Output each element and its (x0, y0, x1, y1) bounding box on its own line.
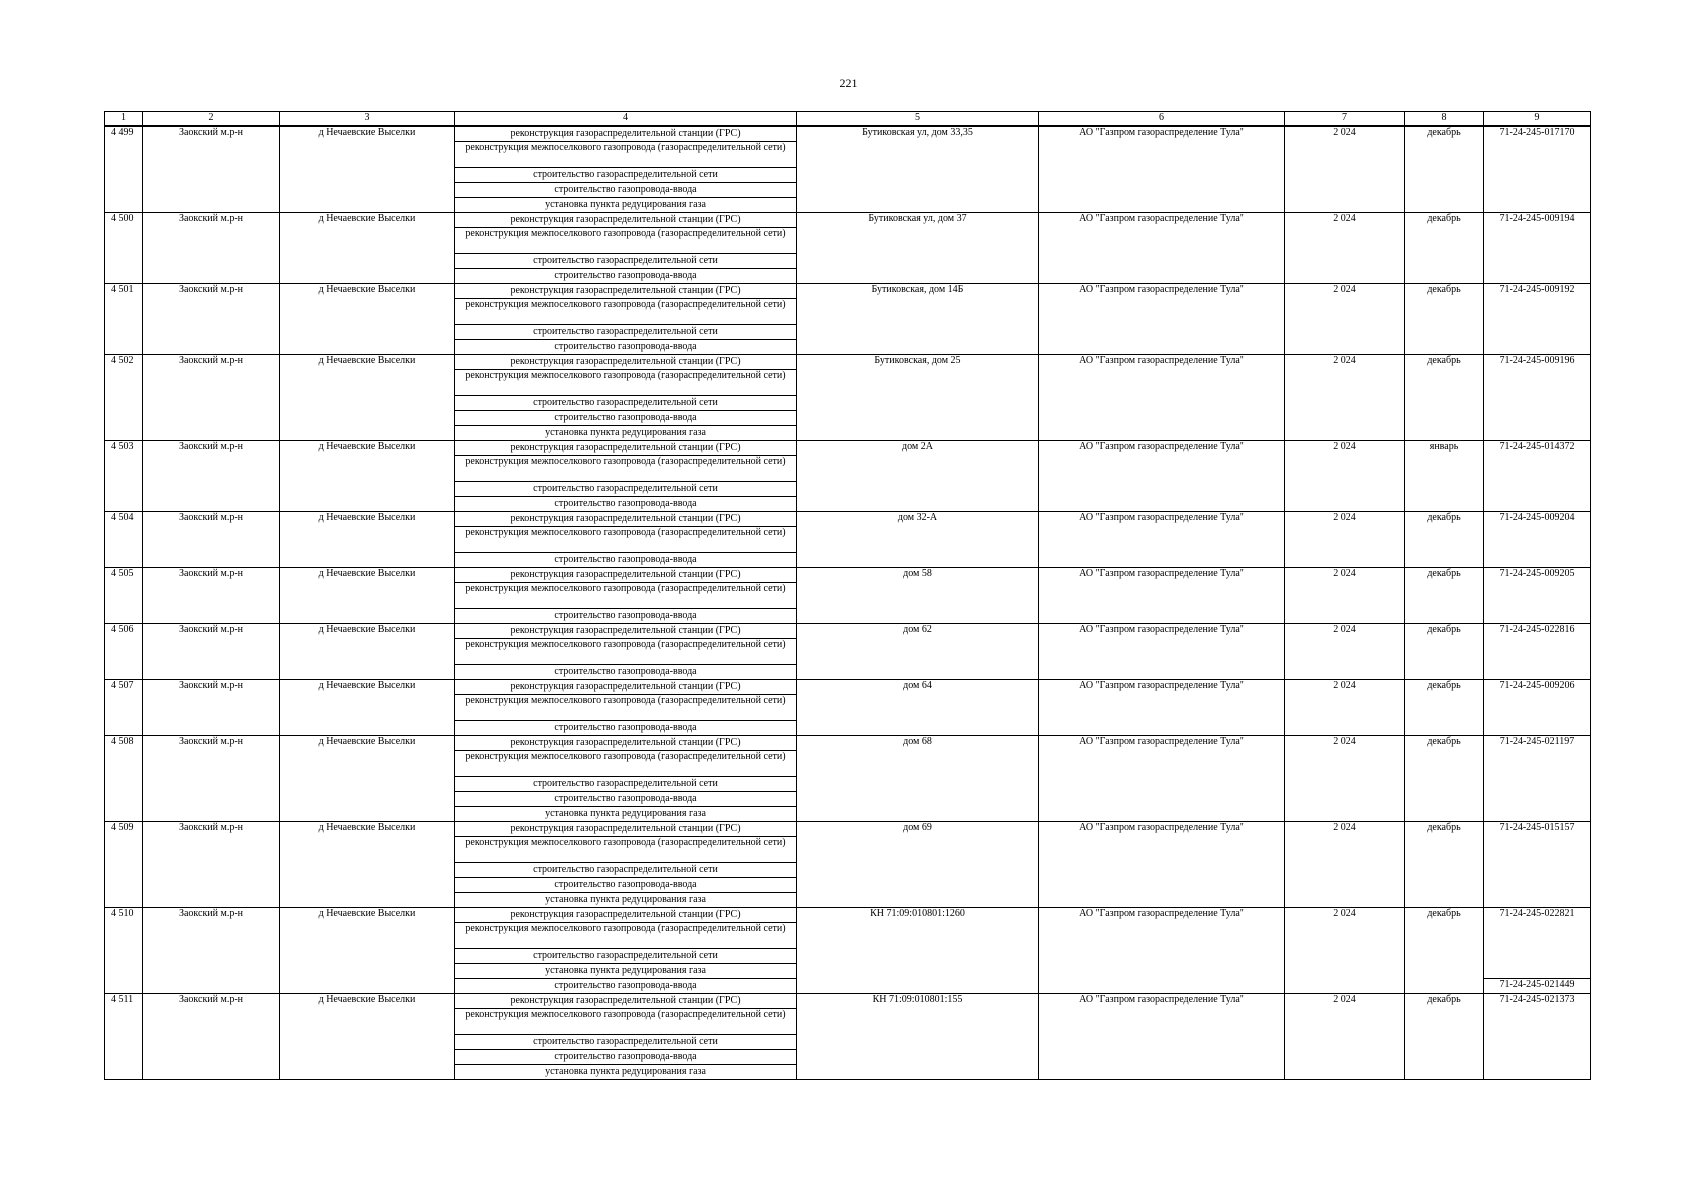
register-table (104, 111, 1591, 1080)
organization-cell: АО "Газпром газораспределение Тула" (1039, 126, 1285, 213)
month-cell: декабрь (1405, 680, 1484, 736)
column-header: 2 (143, 112, 280, 127)
organization-cell: АО "Газпром газораспределение Тула" (1039, 568, 1285, 624)
locality-cell: д Нечаевские Выселки (280, 213, 455, 284)
column-number-row (105, 112, 1591, 127)
record-number: 4 499 (105, 126, 143, 213)
page-number: 221 (839, 76, 858, 90)
record-number: 4 508 (105, 736, 143, 822)
locality-cell: д Нечаевские Выселки (280, 994, 455, 1080)
work-item: реконструкция межпоселкового газопровода (газораспределительной сети) (455, 751, 797, 777)
year-cell: 2 024 (1285, 441, 1405, 512)
work-item: строительство газопровода-ввода (455, 721, 797, 736)
work-item: реконструкция газораспределительной станции (ГРС) (455, 624, 797, 639)
record-number: 4 505 (105, 568, 143, 624)
table-row (105, 680, 1591, 695)
work-item: реконструкция газораспределительной станции (ГРС) (455, 213, 797, 228)
locality-cell: д Нечаевские Выселки (280, 680, 455, 736)
organization-cell: АО "Газпром газораспределение Тула" (1039, 213, 1285, 284)
table-row (105, 624, 1591, 639)
organization-cell: АО "Газпром газораспределение Тула" (1039, 512, 1285, 568)
record-number: 4 511 (105, 994, 143, 1080)
work-item: реконструкция межпоселкового газопровода (газораспределительной сети) (455, 639, 797, 665)
work-item: реконструкция газораспределительной станции (ГРС) (455, 568, 797, 583)
table-row (105, 441, 1591, 456)
work-item: реконструкция газораспределительной станции (ГРС) (455, 512, 797, 527)
table-row (105, 126, 1591, 142)
work-item: строительство газораспределительной сети (455, 325, 797, 340)
request-id-cell: 71-24-245-009192 (1484, 284, 1591, 355)
request-id-cell: 71-24-245-009206 (1484, 680, 1591, 736)
organization-cell: АО "Газпром газораспределение Тула" (1039, 908, 1285, 994)
district-cell: Заокский м.р-н (143, 736, 280, 822)
work-item: строительство газораспределительной сети (455, 949, 797, 964)
year-cell: 2 024 (1285, 680, 1405, 736)
record-number: 4 507 (105, 680, 143, 736)
organization-cell: АО "Газпром газораспределение Тула" (1039, 284, 1285, 355)
work-item: строительство газораспределительной сети (455, 777, 797, 792)
address-cell: дом 69 (797, 822, 1039, 908)
work-item: реконструкция межпоселкового газопровода (газораспределительной сети) (455, 299, 797, 325)
column-header: 1 (105, 112, 143, 127)
work-item: реконструкция газораспределительной станции (ГРС) (455, 126, 797, 142)
record-number: 4 509 (105, 822, 143, 908)
work-item: строительство газораспределительной сети (455, 863, 797, 878)
address-cell: дом 64 (797, 680, 1039, 736)
district-cell: Заокский м.р-н (143, 994, 280, 1080)
work-item: строительство газораспределительной сети (455, 482, 797, 497)
locality-cell: д Нечаевские Выселки (280, 355, 455, 441)
record-number: 4 501 (105, 284, 143, 355)
table-row (105, 908, 1591, 923)
month-cell: декабрь (1405, 568, 1484, 624)
district-cell: Заокский м.р-н (143, 568, 280, 624)
work-item: реконструкция газораспределительной станции (ГРС) (455, 822, 797, 837)
request-id-cell: 71-24-245-009204 (1484, 512, 1591, 568)
column-header: 9 (1484, 112, 1591, 127)
work-item: строительство газопровода-ввода (455, 183, 797, 198)
register-body (105, 126, 1591, 1080)
work-item: строительство газораспределительной сети (455, 396, 797, 411)
district-cell: Заокский м.р-н (143, 126, 280, 213)
year-cell: 2 024 (1285, 994, 1405, 1080)
work-item: строительство газопровода-ввода (455, 553, 797, 568)
table-row (105, 355, 1591, 370)
district-cell: Заокский м.р-н (143, 355, 280, 441)
table-row (105, 994, 1591, 1009)
work-item: реконструкция межпоселкового газопровода (газораспределительной сети) (455, 923, 797, 949)
address-cell: КН 71:09:010801:155 (797, 994, 1039, 1080)
organization-cell: АО "Газпром газораспределение Тула" (1039, 355, 1285, 441)
request-id-cell: 71-24-245-022816 (1484, 624, 1591, 680)
column-header: 3 (280, 112, 455, 127)
district-cell: Заокский м.р-н (143, 680, 280, 736)
work-item: установка пункта редуцирования газа (455, 1065, 797, 1080)
locality-cell: д Нечаевские Выселки (280, 822, 455, 908)
address-cell: дом 32-А (797, 512, 1039, 568)
district-cell: Заокский м.р-н (143, 284, 280, 355)
district-cell: Заокский м.р-н (143, 213, 280, 284)
work-item: реконструкция газораспределительной станции (ГРС) (455, 908, 797, 923)
work-item: строительство газопровода-ввода (455, 1050, 797, 1065)
work-item: строительство газопровода-ввода (455, 878, 797, 893)
work-item: строительство газораспределительной сети (455, 1035, 797, 1050)
column-header: 8 (1405, 112, 1484, 127)
request-id-cell: 71-24-245-021449 (1484, 979, 1591, 994)
month-cell: декабрь (1405, 355, 1484, 441)
work-item: строительство газопровода-ввода (455, 340, 797, 355)
organization-cell: АО "Газпром газораспределение Тула" (1039, 822, 1285, 908)
work-item: реконструкция межпоселкового газопровода (газораспределительной сети) (455, 228, 797, 254)
work-item: реконструкция газораспределительной станции (ГРС) (455, 284, 797, 299)
work-item: установка пункта редуцирования газа (455, 426, 797, 441)
address-cell: Бутиковская ул, дом 37 (797, 213, 1039, 284)
month-cell: декабрь (1405, 908, 1484, 994)
month-cell: декабрь (1405, 213, 1484, 284)
work-item: установка пункта редуцирования газа (455, 964, 797, 979)
locality-cell: д Нечаевские Выселки (280, 126, 455, 213)
work-item: реконструкция газораспределительной станции (ГРС) (455, 994, 797, 1009)
record-number: 4 502 (105, 355, 143, 441)
month-cell: декабрь (1405, 512, 1484, 568)
year-cell: 2 024 (1285, 512, 1405, 568)
locality-cell: д Нечаевские Выселки (280, 512, 455, 568)
year-cell: 2 024 (1285, 284, 1405, 355)
month-cell: январь (1405, 441, 1484, 512)
work-item: строительство газопровода-ввода (455, 665, 797, 680)
year-cell: 2 024 (1285, 624, 1405, 680)
work-item: установка пункта редуцирования газа (455, 807, 797, 822)
work-item: реконструкция межпоселкового газопровода (газораспределительной сети) (455, 1009, 797, 1035)
column-header: 4 (455, 112, 797, 127)
locality-cell: д Нечаевские Выселки (280, 736, 455, 822)
organization-cell: АО "Газпром газораспределение Тула" (1039, 624, 1285, 680)
address-cell: дом 68 (797, 736, 1039, 822)
organization-cell: АО "Газпром газораспределение Тула" (1039, 994, 1285, 1080)
organization-cell: АО "Газпром газораспределение Тула" (1039, 441, 1285, 512)
column-header: 7 (1285, 112, 1405, 127)
table-row (105, 213, 1591, 228)
request-id-cell: 71-24-245-021373 (1484, 994, 1591, 1080)
column-header: 5 (797, 112, 1039, 127)
address-cell: Бутиковская, дом 25 (797, 355, 1039, 441)
request-id-cell: 71-24-245-022821 (1484, 908, 1591, 979)
year-cell: 2 024 (1285, 126, 1405, 213)
district-cell: Заокский м.р-н (143, 441, 280, 512)
request-id-cell: 71-24-245-009196 (1484, 355, 1591, 441)
work-item: реконструкция межпоселкового газопровода (газораспределительной сети) (455, 695, 797, 721)
table-row (105, 568, 1591, 583)
work-item: установка пункта редуцирования газа (455, 893, 797, 908)
work-item: реконструкция газораспределительной станции (ГРС) (455, 680, 797, 695)
request-id-cell: 71-24-245-009205 (1484, 568, 1591, 624)
work-item: реконструкция межпоселкового газопровода (газораспределительной сети) (455, 527, 797, 553)
address-cell: Бутиковская ул, дом 33,35 (797, 126, 1039, 213)
record-number: 4 510 (105, 908, 143, 994)
table-row (105, 512, 1591, 527)
locality-cell: д Нечаевские Выселки (280, 284, 455, 355)
work-item: строительство газопровода-ввода (455, 792, 797, 807)
locality-cell: д Нечаевские Выселки (280, 908, 455, 994)
request-id-cell: 71-24-245-014372 (1484, 441, 1591, 512)
work-item: установка пункта редуцирования газа (455, 198, 797, 213)
work-item: реконструкция межпоселкового газопровода (газораспределительной сети) (455, 837, 797, 863)
year-cell: 2 024 (1285, 908, 1405, 994)
month-cell: декабрь (1405, 822, 1484, 908)
request-id-cell: 71-24-245-017170 (1484, 126, 1591, 213)
work-item: строительство газопровода-ввода (455, 979, 797, 994)
work-item: реконструкция газораспределительной станции (ГРС) (455, 736, 797, 751)
year-cell: 2 024 (1285, 822, 1405, 908)
district-cell: Заокский м.р-н (143, 512, 280, 568)
table-row (105, 736, 1591, 751)
work-item: строительство газопровода-ввода (455, 269, 797, 284)
request-id-cell: 71-24-245-009194 (1484, 213, 1591, 284)
address-cell: КН 71:09:010801:1260 (797, 908, 1039, 994)
year-cell: 2 024 (1285, 568, 1405, 624)
work-item: строительство газопровода-ввода (455, 497, 797, 512)
address-cell: Бутиковская, дом 14Б (797, 284, 1039, 355)
work-item: реконструкция газораспределительной станции (ГРС) (455, 355, 797, 370)
request-id-cell: 71-24-245-021197 (1484, 736, 1591, 822)
address-cell: дом 58 (797, 568, 1039, 624)
work-item: реконструкция межпоселкового газопровода (газораспределительной сети) (455, 583, 797, 609)
table-row (105, 822, 1591, 837)
address-cell: дом 2А (797, 441, 1039, 512)
request-id-cell: 71-24-245-015157 (1484, 822, 1591, 908)
column-header: 6 (1039, 112, 1285, 127)
district-cell: Заокский м.р-н (143, 822, 280, 908)
work-item: реконструкция межпоселкового газопровода (газораспределительной сети) (455, 142, 797, 168)
organization-cell: АО "Газпром газораспределение Тула" (1039, 736, 1285, 822)
record-number: 4 506 (105, 624, 143, 680)
locality-cell: д Нечаевские Выселки (280, 568, 455, 624)
work-item: строительство газопровода-ввода (455, 609, 797, 624)
work-item: строительство газораспределительной сети (455, 168, 797, 183)
year-cell: 2 024 (1285, 355, 1405, 441)
month-cell: декабрь (1405, 994, 1484, 1080)
work-item: строительство газопровода-ввода (455, 411, 797, 426)
work-item: реконструкция межпоселкового газопровода (газораспределительной сети) (455, 370, 797, 396)
record-number: 4 503 (105, 441, 143, 512)
work-item: реконструкция межпоселкового газопровода (газораспределительной сети) (455, 456, 797, 482)
table-row (105, 284, 1591, 299)
locality-cell: д Нечаевские Выселки (280, 624, 455, 680)
month-cell: декабрь (1405, 126, 1484, 213)
record-number: 4 504 (105, 512, 143, 568)
district-cell: Заокский м.р-н (143, 908, 280, 994)
work-item: строительство газораспределительной сети (455, 254, 797, 269)
organization-cell: АО "Газпром газораспределение Тула" (1039, 680, 1285, 736)
work-item: реконструкция газораспределительной станции (ГРС) (455, 441, 797, 456)
year-cell: 2 024 (1285, 213, 1405, 284)
locality-cell: д Нечаевские Выселки (280, 441, 455, 512)
address-cell: дом 62 (797, 624, 1039, 680)
month-cell: декабрь (1405, 736, 1484, 822)
month-cell: декабрь (1405, 284, 1484, 355)
district-cell: Заокский м.р-н (143, 624, 280, 680)
month-cell: декабрь (1405, 624, 1484, 680)
record-number: 4 500 (105, 213, 143, 284)
year-cell: 2 024 (1285, 736, 1405, 822)
